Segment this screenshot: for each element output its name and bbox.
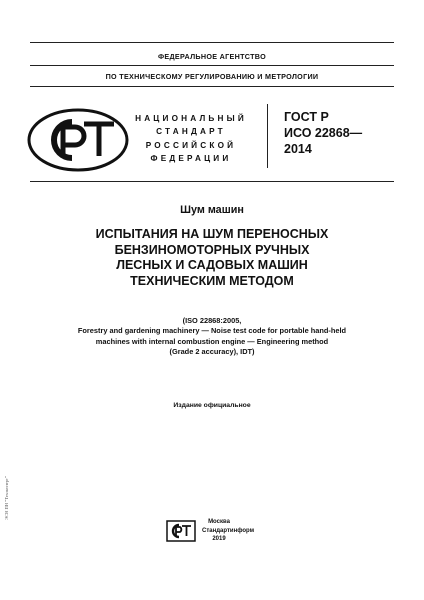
designation-line-2: ИСО 22868— bbox=[284, 126, 363, 141]
document-title bbox=[20, 227, 404, 289]
publisher-block bbox=[202, 518, 255, 544]
edition-label: Издание официальное bbox=[173, 402, 251, 409]
iso-reference bbox=[20, 316, 404, 358]
agency-line-2: ПО ТЕХНИЧЕСКОМУ РЕГУЛИРОВАНИЮ И МЕТРОЛОГИИ bbox=[105, 72, 319, 81]
publisher-name: Стандартинформ bbox=[202, 527, 255, 534]
top-rule bbox=[30, 42, 394, 43]
publisher-year: 2019 bbox=[212, 536, 226, 543]
title-line-4: ТЕХНИЧЕСКИМ МЕТОДОМ bbox=[130, 273, 294, 288]
iso-line-3: machines with internal combustion engine — Engineering method bbox=[95, 336, 329, 346]
iso-line-4: (Grade 2 accuracy), IDT) bbox=[169, 347, 255, 357]
iso-line-2: Forestry and gardening machinery — Noise test code for portable hand-held bbox=[77, 326, 347, 336]
agency-rule-2 bbox=[30, 86, 394, 87]
national-standard-caption bbox=[132, 112, 250, 166]
national-standard-line-3: РОССИЙСКОЙ bbox=[145, 140, 237, 150]
designation-line-1: ГОСТ Р bbox=[284, 110, 329, 124]
title-line-3: ЛЕСНЫХ И САДОВЫХ МАШИН bbox=[116, 258, 308, 272]
title-line-2: БЕНЗИНОМОТОРНЫХ РУЧНЫХ bbox=[114, 242, 310, 257]
agency-line-1: ФЕДЕРАЛЬНОЕ АГЕНТСТВО bbox=[157, 52, 266, 61]
national-standard-line-1: НАЦИОНАЛЬНЫЙ bbox=[135, 114, 247, 123]
document-subtitle: Шум машин bbox=[180, 204, 244, 216]
title-rule bbox=[30, 181, 394, 182]
standard-designation bbox=[284, 109, 362, 158]
publisher-city: Москва bbox=[208, 519, 230, 525]
iso-line-1: (ISO 22868:2005, bbox=[182, 316, 242, 325]
designation-line-3: 2014 bbox=[284, 142, 312, 157]
national-standard-line-2: СТАНДАРТ bbox=[156, 127, 226, 137]
title-line-1: ИСПЫТАНИЯ НА ШУМ ПЕРЕНОСНЫХ bbox=[95, 227, 329, 241]
agency-rule-1 bbox=[30, 65, 394, 66]
publisher-logo bbox=[166, 520, 196, 542]
vertical-divider bbox=[267, 104, 268, 168]
gost-r-emblem bbox=[26, 106, 130, 174]
national-standard-line-4: ФЕДЕРАЦИИ bbox=[150, 154, 232, 164]
side-stamp: ЭСН ПН "Техэксперт" bbox=[4, 476, 9, 520]
